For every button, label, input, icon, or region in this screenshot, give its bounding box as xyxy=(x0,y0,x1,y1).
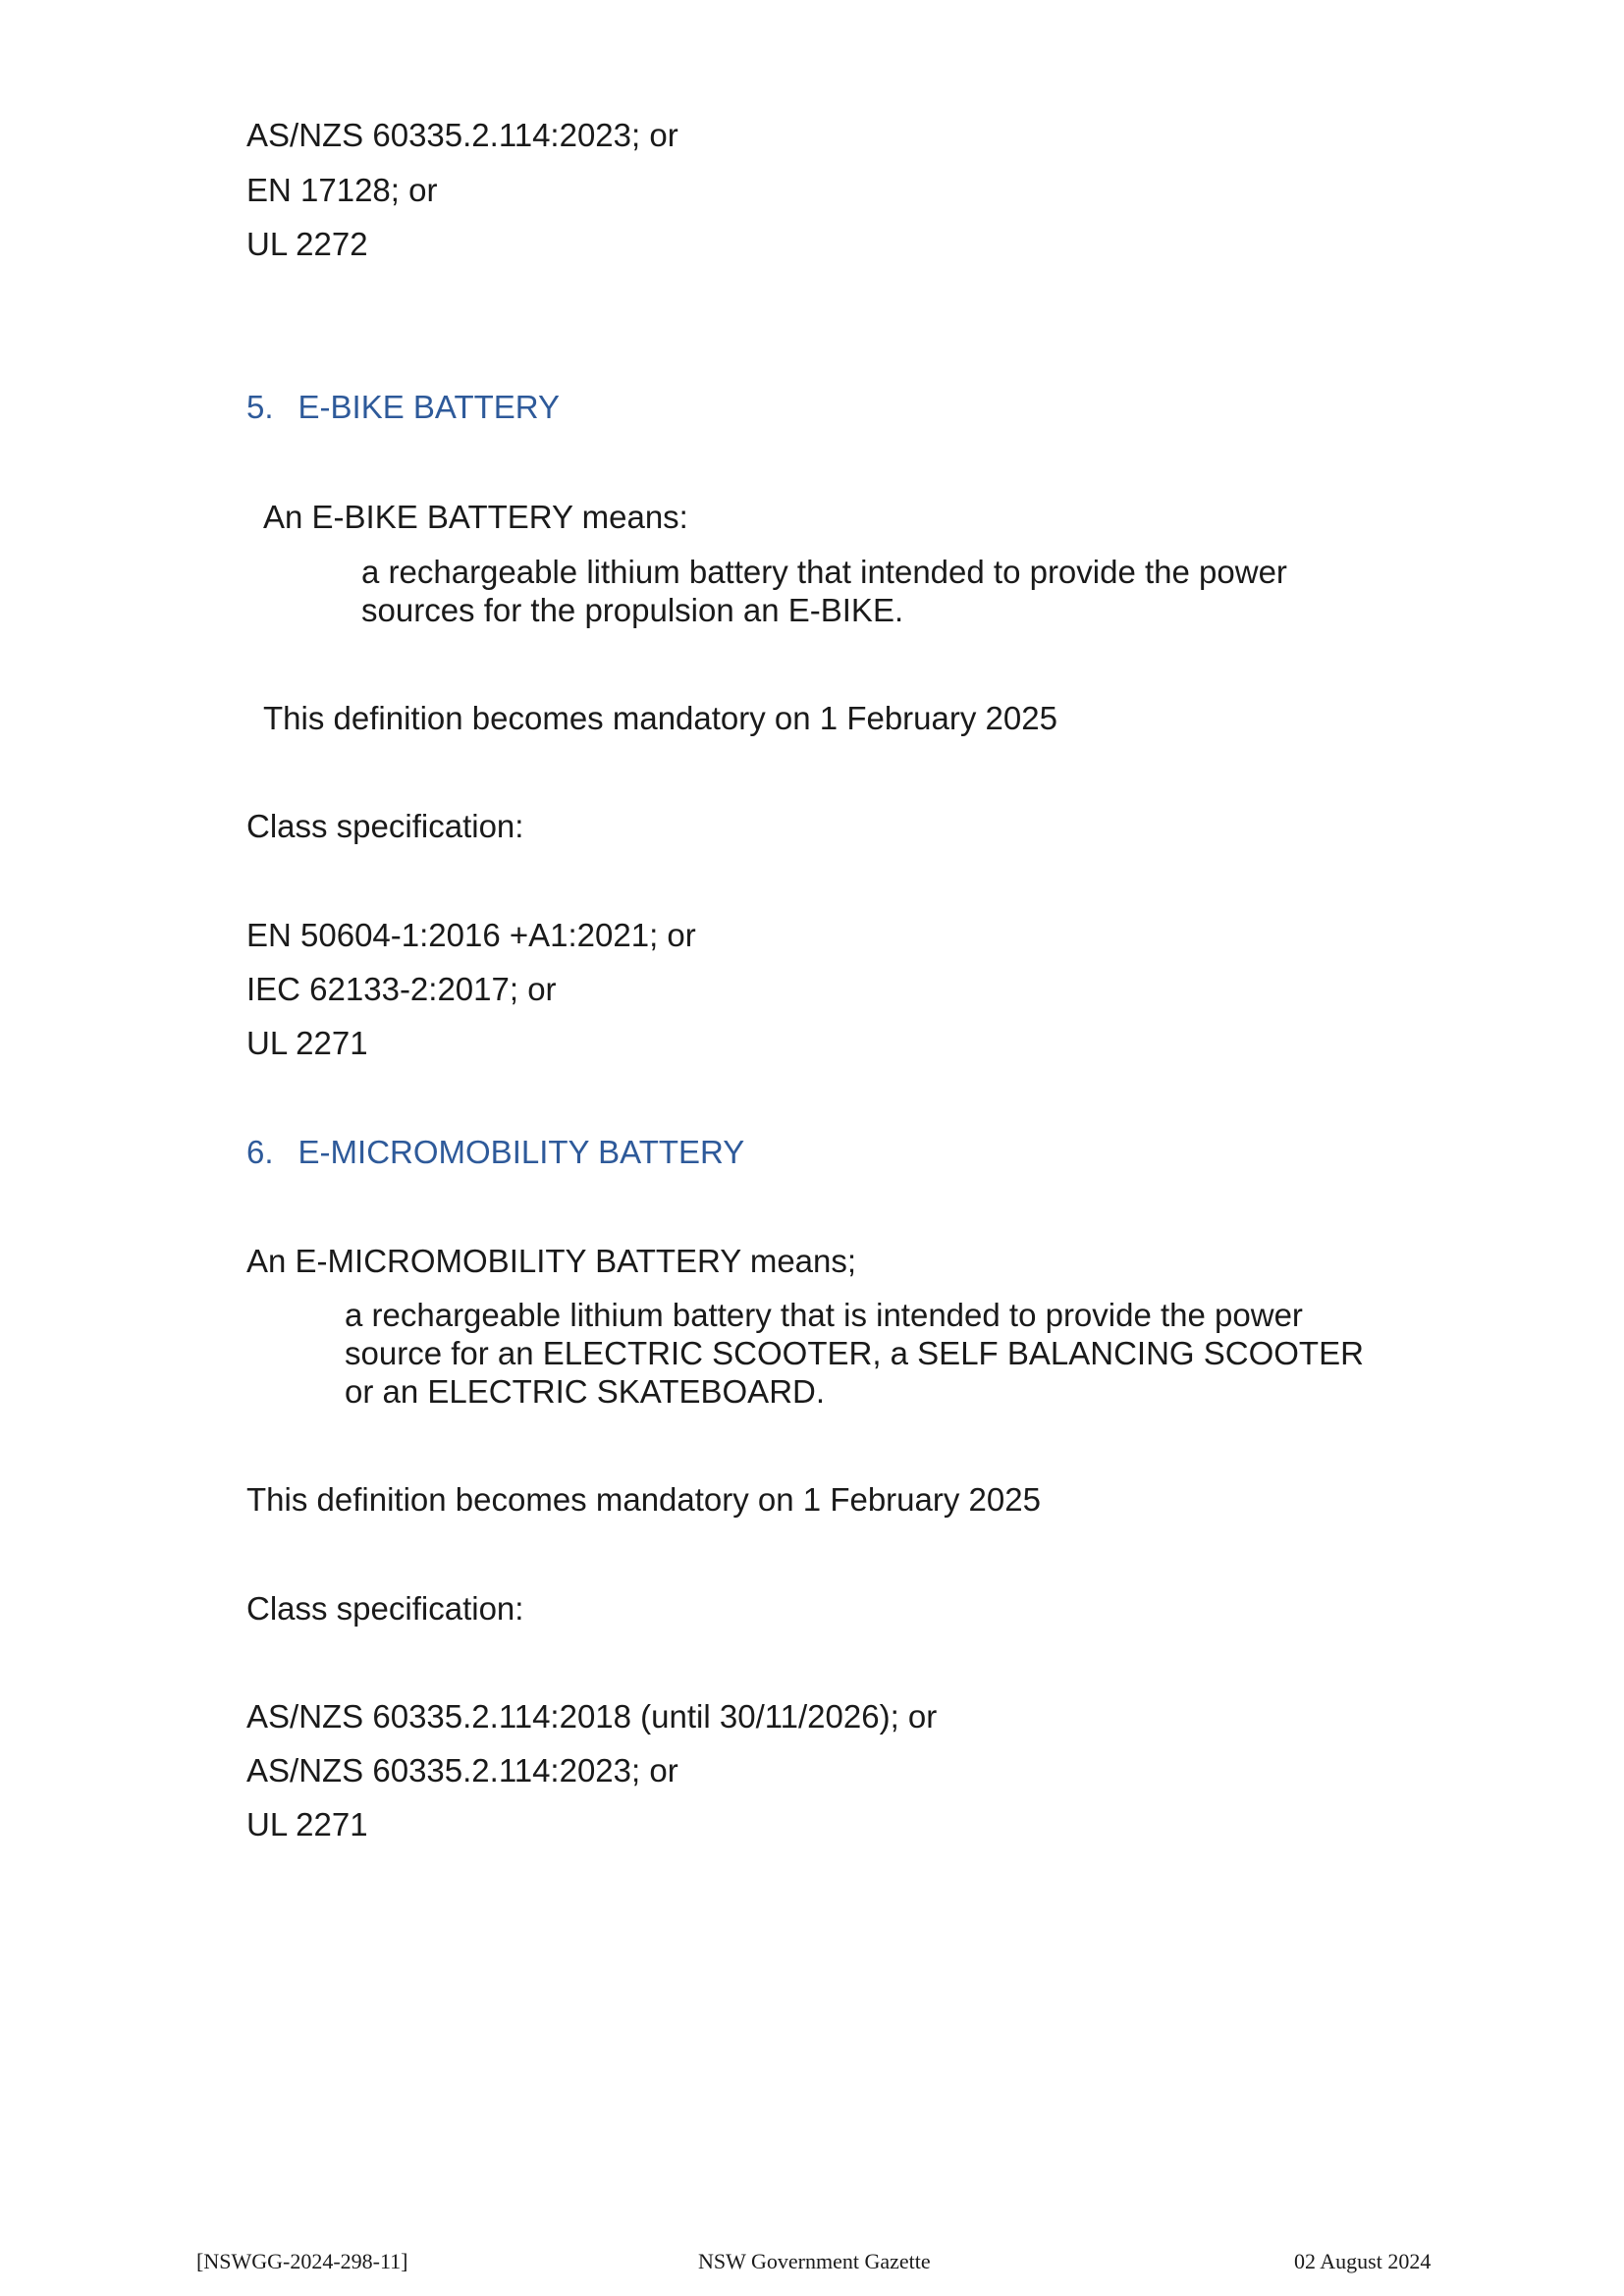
definition-line: sources for the propulsion an E-BIKE. xyxy=(361,592,904,628)
section-number: 5. xyxy=(246,389,274,425)
section-title: E-MICROMOBILITY BATTERY xyxy=(298,1134,745,1170)
section-6-heading xyxy=(246,1133,744,1172)
spec-item: IEC 62133-2:2017; or xyxy=(246,971,557,1007)
definition-line: a rechargeable lithium battery that is intended to provide the power xyxy=(345,1297,1303,1333)
spec-item: UL 2272 xyxy=(246,226,368,262)
definition-line: or an ELECTRIC SKATEBOARD. xyxy=(345,1373,826,1410)
spec-item: EN 50604-1:2016 +A1:2021; or xyxy=(246,917,696,953)
spec-item: UL 2271 xyxy=(246,1806,368,1842)
spec-item: AS/NZS 60335.2.114:2023; or xyxy=(246,1752,678,1789)
section-title: E-BIKE BATTERY xyxy=(298,389,561,425)
footer-date: 02 August 2024 xyxy=(1294,2249,1432,2273)
definition-intro: An E-BIKE BATTERY means: xyxy=(263,499,688,535)
class-spec-label: Class specification: xyxy=(246,1590,524,1627)
definition-intro: An E-MICROMOBILITY BATTERY means; xyxy=(246,1243,857,1279)
definition-line: source for an ELECTRIC SCOOTER, a SELF BALANCING SCOOTER xyxy=(345,1335,1364,1371)
spec-item: AS/NZS 60335.2.114:2018 (until 30/11/2026); or xyxy=(246,1698,938,1735)
spec-item: AS/NZS 60335.2.114:2023; or xyxy=(246,117,678,153)
spec-item: UL 2271 xyxy=(246,1025,368,1061)
footer-publication: NSW Government Gazette xyxy=(698,2249,931,2273)
mandatory-note: This definition becomes mandatory on 1 February 2025 xyxy=(263,700,1057,736)
mandatory-note: This definition becomes mandatory on 1 February 2025 xyxy=(246,1481,1041,1518)
section-5-heading xyxy=(246,388,560,427)
class-spec-label: Class specification: xyxy=(246,808,524,844)
definition-line: a rechargeable lithium battery that intended to provide the power xyxy=(361,554,1287,590)
footer-reference: [NSWGG-2024-298-11] xyxy=(196,2249,408,2273)
spec-item: EN 17128; or xyxy=(246,172,438,208)
section-number: 6. xyxy=(246,1134,274,1170)
